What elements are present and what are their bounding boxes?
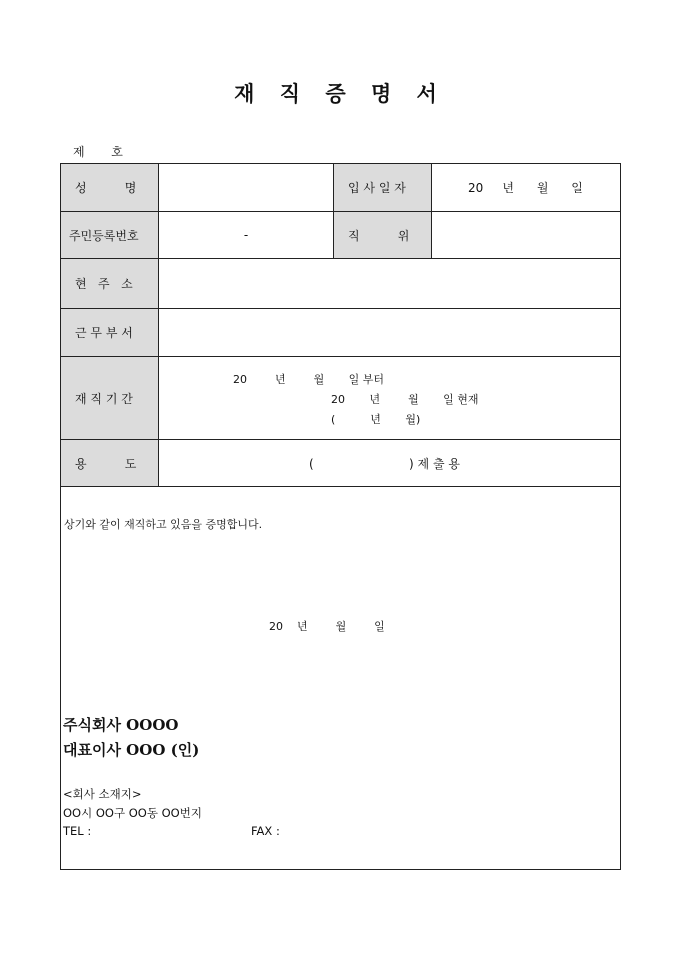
address-label: 현 주 소 [61, 259, 159, 308]
row-divider [61, 486, 620, 487]
address-field[interactable] [159, 259, 620, 308]
company-address: OO시 OO구 OO동 OO번지 [63, 806, 202, 820]
hire-date-label: 입 사 일 자 [333, 164, 432, 211]
tel-label: TEL : [63, 824, 92, 838]
resident-number-label: 주민등록번호 [61, 212, 159, 258]
certificate-form [60, 163, 621, 870]
company-name: 주식회사 OOOO [63, 716, 179, 734]
department-label: 근 무 부 서 [61, 309, 159, 356]
company-address-label: <회사 소재지> [63, 787, 142, 801]
hire-date-field[interactable]: 20 년 월 일 [468, 181, 583, 195]
issue-date: 20 년 월 일 [269, 620, 385, 633]
position-field[interactable] [432, 212, 620, 258]
period-start-line: 20 년 월 일 부터 [233, 373, 385, 386]
position-label: 직 위 [333, 212, 432, 258]
name-field[interactable] [159, 164, 333, 211]
department-field[interactable] [159, 309, 620, 356]
document-number-label: 제 호 [73, 145, 123, 159]
employment-period-field[interactable] [159, 357, 620, 439]
ceo-signature: 대표이사 OOO (인) [63, 741, 200, 759]
certification-statement: 상기와 같이 재직하고 있음을 증명합니다. [64, 518, 263, 531]
name-label: 성 명 [61, 164, 159, 211]
period-current-line: 20 년 월 일 현재 [331, 393, 479, 406]
document-title: 재 직 증 명 서 [234, 81, 446, 106]
purpose-label: 용 도 [61, 440, 159, 486]
employment-period-label: 재 직 기 간 [61, 357, 159, 439]
resident-number-field[interactable]: - [243, 228, 249, 242]
period-duration-line: ( 년 월) [331, 413, 421, 426]
fax-label: FAX : [251, 824, 280, 838]
purpose-field[interactable]: ( ) 제 출 용 [309, 456, 460, 471]
